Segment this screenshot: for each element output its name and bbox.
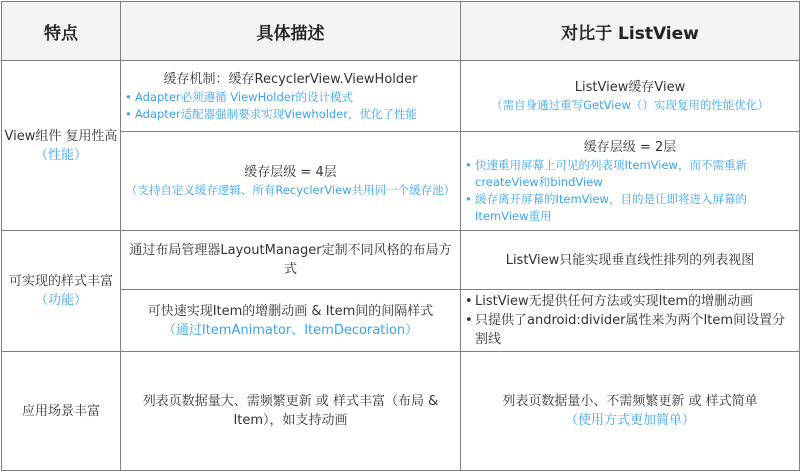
description-cell (121, 290, 461, 352)
description-main: 列表页数据量大、需频繁更新 或 样式丰富（布局 & Item），如支持动画 (142, 394, 439, 428)
feature-cell (2, 231, 121, 352)
description-cell (121, 352, 461, 471)
feature-label: 可实现的样式丰富 (8, 274, 113, 289)
comparison-cell (461, 352, 800, 471)
description-cell (121, 132, 461, 231)
header-feature: 特点 (2, 2, 121, 61)
feature-label: View组件 复用性高 (4, 128, 118, 144)
table-row (2, 231, 800, 290)
list-item: • Adapter必须遵循 ViewHolder的设计模式 (125, 89, 456, 106)
description-cell (121, 231, 461, 290)
comparison-cell (461, 132, 800, 231)
comparison-main: 缓存层级 = 2层 (583, 139, 677, 155)
list-item: • 快速重用屏幕上可见的列表项ItemView，而不需重新createView和bindView (465, 157, 795, 191)
header-row (2, 2, 800, 61)
table-row (2, 61, 800, 132)
comparison-table (1, 1, 800, 471)
table-row (2, 290, 800, 352)
header-listview-comparison: 对比于 ListView (461, 2, 800, 61)
comparison-note: （使用方式更加简单） (564, 413, 695, 428)
description-note: （通过ItemAnimator、ItemDecoration） (162, 322, 419, 338)
list-item: • 只提供了android:divider属性来为两个Item间设置分割线 (465, 311, 795, 349)
comparison-main: ListView缓存View (574, 80, 686, 95)
header-description: 具体描述 (121, 2, 461, 61)
description-main: 缓存机制：缓存RecyclerView.ViewHolder (163, 71, 418, 87)
description-cell (121, 61, 461, 132)
description-bullets (125, 89, 456, 123)
comparison-bullets (465, 157, 795, 225)
list-item: • 缓存离开屏幕的ItemView，目的是让即将进入屏幕的ItemView重用 (465, 191, 795, 225)
description-main: 通过布局管理器LayoutManager定制不同风格的布局方式 (129, 243, 452, 277)
description-note: （支持自定义缓存逻辑、所有RecyclerView共用同一个缓存池） (125, 183, 456, 197)
table-row (2, 132, 800, 231)
comparison-cell (461, 290, 800, 352)
feature-label: 应用场景丰富 (21, 403, 100, 419)
list-item: • Adapter适配器强制要求实现Viewholder，优化了性能 (125, 106, 456, 123)
comparison-main: ListView只能实现垂直线性排列的列表视图 (505, 252, 755, 268)
feature-note: （性能） (34, 147, 87, 163)
description-main: 可快速实现Item的增删动画 & Item间的间隔样式 (147, 303, 434, 319)
table-row (2, 352, 800, 471)
list-item: • ListView无提供任何方法或实现Item的增删动画 (465, 292, 795, 311)
comparison-cell (461, 231, 800, 290)
feature-note: （功能） (34, 293, 87, 308)
description-main: 缓存层级 = 4层 (244, 165, 337, 180)
comparison-cell (461, 61, 800, 132)
comparison-main: 列表页数据量小、不需频繁更新 或 样式简单 (502, 394, 758, 409)
comparison-bullets (465, 292, 795, 349)
comparison-note: （需自身通过重写GetView（）实现复用的性能优化） (491, 98, 769, 112)
feature-cell (2, 352, 121, 471)
feature-cell (2, 61, 121, 231)
